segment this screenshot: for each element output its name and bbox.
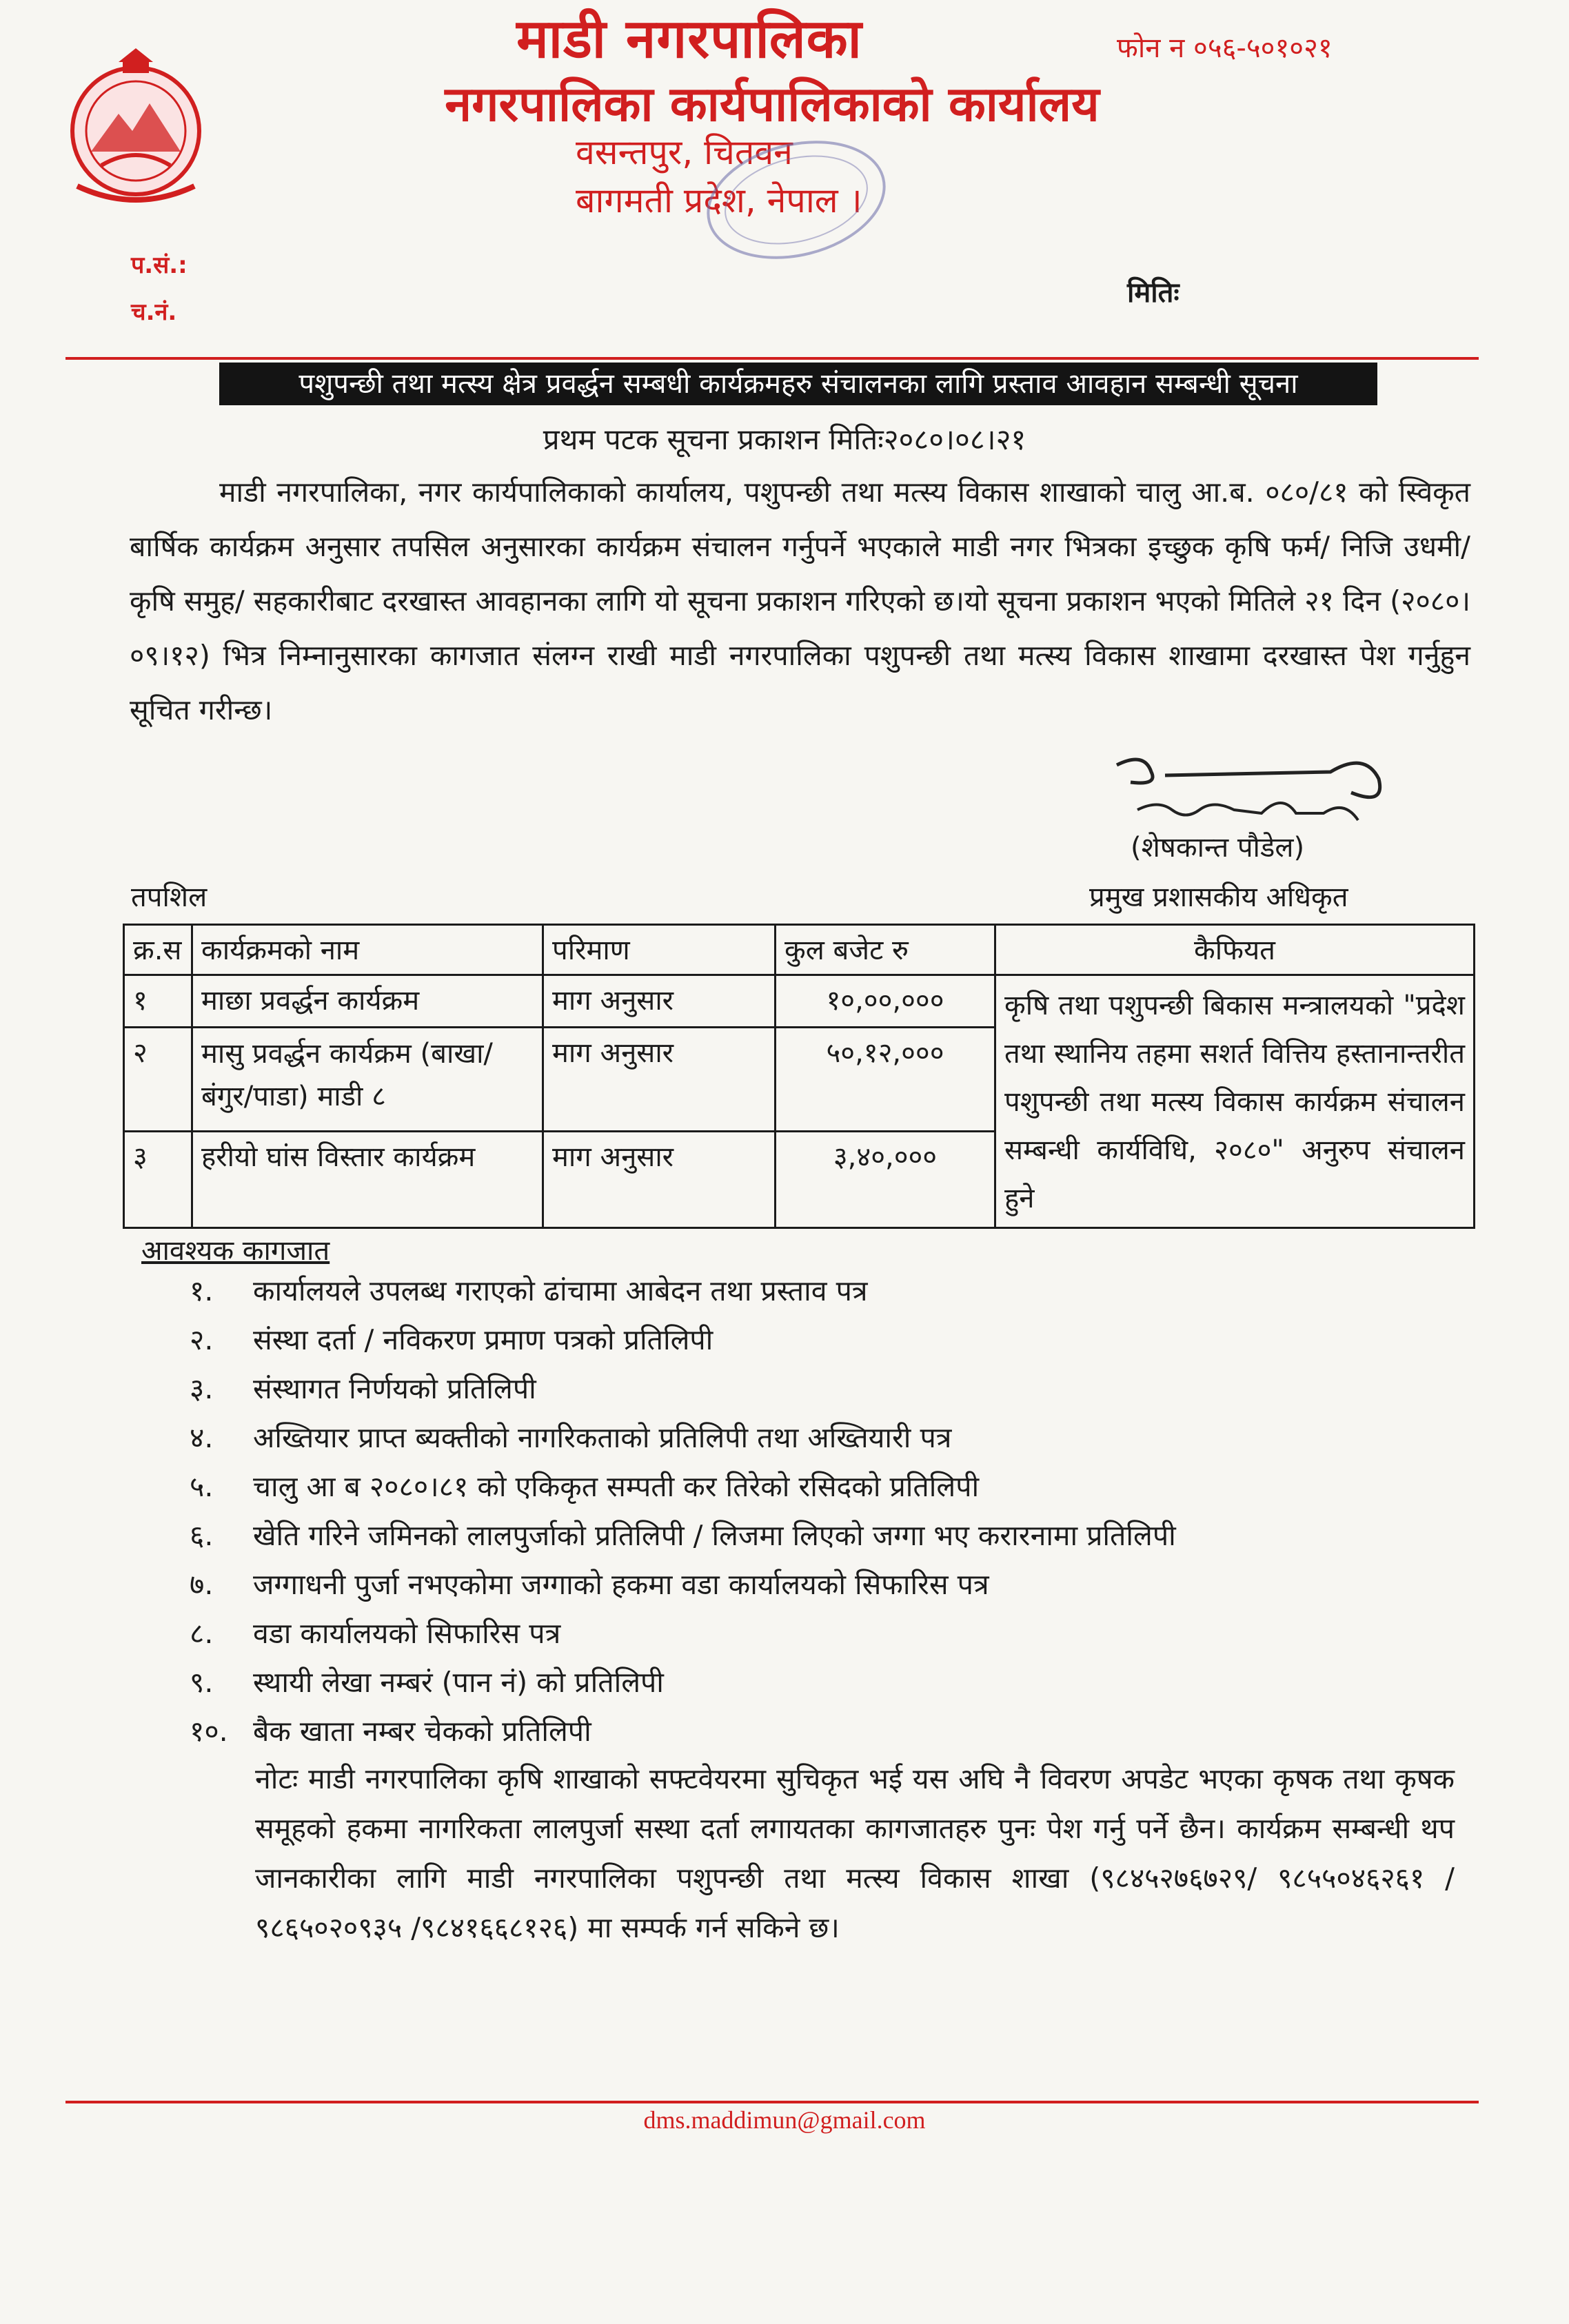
list-item: १०. बैक खाता नम्बर चेकको प्रतिलिपी: [190, 1715, 591, 1748]
col-header-program: कार्यक्रमको नाम: [192, 925, 543, 975]
phone-number: फोन न ०५६-५०१०२१: [1117, 32, 1333, 64]
signatory-name: (शेषकान्त पौडेल): [1131, 832, 1305, 864]
footer-divider: [65, 2101, 1479, 2103]
notice-title: पशुपन्छी तथा मत्स्य क्षेत्र प्रवर्द्धन सम्बधी कार्यक्रमहरु संचालनका लागि प्रस्ताव आवहान सम्बन्धी सूचना: [219, 363, 1377, 405]
program-table: [123, 924, 1475, 1229]
header-divider: [65, 357, 1479, 360]
col-header-budget: कुल बजेट रु: [776, 925, 995, 975]
cell-budget: ५०,१२,०००: [776, 1028, 995, 1132]
notice-body: माडी नगरपालिका, नगर कार्यपालिकाको कार्यालय, पशुपन्छी तथा मत्स्य विकास शाखाको चालु आ.ब. ०८०/८१ को स्विकृत बार्षिक कार्यक्रम अनुसार तपसिल अनुसारका कार्यक्रम संचालन गर्नुपर्ने भएकाले माडी नगर भित्रका इच्छुक कृषि फर्म/ निजि उधमी/ कृषि समुह/ सहकारीबाट दरखास्त आवहानका लागि यो सूचना प्रकाशन गरिएको छ।यो सूचना प्रकाशन भएको मितिले २१ दिन (२०८०।०९।१२) भित्र निम्नानुसारका कागजात संलग्न राखी माडी नगरपालिका पशुपन्छी तथा मत्स्य विकास शाखामा दरखास्त पेश गर्नुहुन सूचित गरीन्छ।: [130, 476, 1470, 726]
cell-program: मासु प्रवर्द्धन कार्यक्रम (बाखा/बंगुर/पाडा) माडी ८: [192, 1028, 543, 1132]
documents-list: [190, 1267, 1176, 1756]
dispatch-number-label: च.नं.: [131, 298, 177, 326]
address-line-2: बागमती प्रदेश, नेपाल ।: [576, 181, 862, 221]
list-item: १. कार्यालयले उपलब्ध गराएको ढांचामा आबेदन तथा प्रस्ताव पत्र: [190, 1274, 868, 1307]
cell-remark: कृषि तथा पशुपन्छी बिकास मन्त्रालयको "प्रदेश तथा स्थानिय तहमा सशर्त वित्तिय हस्तानान्तरीत पशुपन्छी तथा मत्स्य विकास कार्यक्रम संचालन सम्बन्धी कार्यविधि, २०८०" अनुरुप संचालन हुने: [995, 975, 1475, 1228]
table-header-row: [124, 925, 1475, 975]
cell-budget: १०,००,०००: [776, 975, 995, 1028]
cell-program: माछा प्रवर्द्धन कार्यक्रम: [192, 975, 543, 1028]
list-item: ७. जग्गाधनी पुर्जा नभएकोमा जग्गाको हकमा वडा कार्यालयको सिफारिस पत्र: [190, 1568, 989, 1601]
list-item: ३. संस्थागत निर्णयको प्रतिलिपी: [190, 1372, 536, 1405]
list-item: ४. अख्तियार प्राप्त ब्यक्तीको नागरिकताको प्रतिलिपी तथा अख्तियारी पत्र: [190, 1421, 952, 1454]
col-header-quantity: परिमाण: [543, 925, 776, 975]
list-item: ६. खेति गरिने जमिनको लालपुर्जाको प्रतिलिपी / लिजमा लिएको जग्गा भए करारनामा प्रतिलिपी: [190, 1519, 1176, 1552]
list-item: ५. चालु आ ब २०८०।८१ को एकिकृत सम्पती कर तिरेको रसिदको प्रतिलिपी: [190, 1470, 980, 1503]
signatory-title: प्रमुख प्रशासकीय अधिकृत: [1089, 881, 1348, 913]
table-caption: तपशिल: [131, 881, 207, 913]
office-stamp: [696, 131, 896, 269]
documents-heading: आवश्यक कागजात: [141, 1235, 330, 1267]
col-header-remark: कैफियत: [995, 925, 1475, 975]
reference-number-label: प.सं.:: [131, 252, 188, 279]
list-item: ८. वडा कार्यालयको सिफारिस पत्र: [190, 1617, 561, 1650]
list-item: ९. स्थायी लेखा नम्बरं (पान नं) को प्रतिलिपी: [190, 1666, 664, 1699]
footer-email: dms.maddimun@gmail.com: [643, 2106, 926, 2134]
address-line-1: वसन्तपुर, चितवन: [576, 132, 793, 172]
municipality-name: माडी नगरपालिका: [516, 8, 862, 70]
cell-sn: ३: [124, 1132, 192, 1228]
cell-quantity: माग अनुसार: [543, 975, 776, 1028]
col-header-sn: क्र.स: [124, 925, 192, 975]
cell-program: हरीयो घांस विस्तार कार्यक्रम: [192, 1132, 543, 1228]
cell-quantity: माग अनुसार: [543, 1028, 776, 1132]
publication-date: प्रथम पटक सूचना प्रकाशन मितिः२०८०।०८।२१: [543, 422, 1026, 456]
list-item: २. संस्था दर्ता / नविकरण प्रमाण पत्रको प्रतिलिपी: [190, 1323, 713, 1356]
cell-budget: ३,४०,०००: [776, 1132, 995, 1228]
date-label: मितिः: [1127, 277, 1180, 309]
office-name: नगरपालिका कार्यपालिकाको कार्यालय: [445, 76, 1100, 132]
documents-note: नोटः माडी नगरपालिका कृषि शाखाको सफ्टवेयरमा सुचिकृत भई यस अघि नै विवरण अपडेट भएका कृषक तथा कृषक समूहको हकमा नागरिकता लालपुर्जा सस्था दर्ता लगायतका कागजातहरु पुनः पेश गर्नु पर्ने छैन। कार्यक्रम सम्बन्धी थप जानकारीका लागि माडी नगरपालिका पशुपन्छी तथा मत्स्य विकास शाखा (९८४५२७६७२९/ ९८५५०४६२६१ /९८६५०२०९३५ /९८४१६६८१२६) मा सम्पर्क गर्न सकिने छ।: [255, 1762, 1455, 1944]
cell-sn: १: [124, 975, 192, 1028]
table-row: [124, 975, 1475, 1028]
cell-quantity: माग अनुसार: [543, 1132, 776, 1228]
cell-sn: २: [124, 1028, 192, 1132]
municipality-emblem: [63, 48, 208, 207]
